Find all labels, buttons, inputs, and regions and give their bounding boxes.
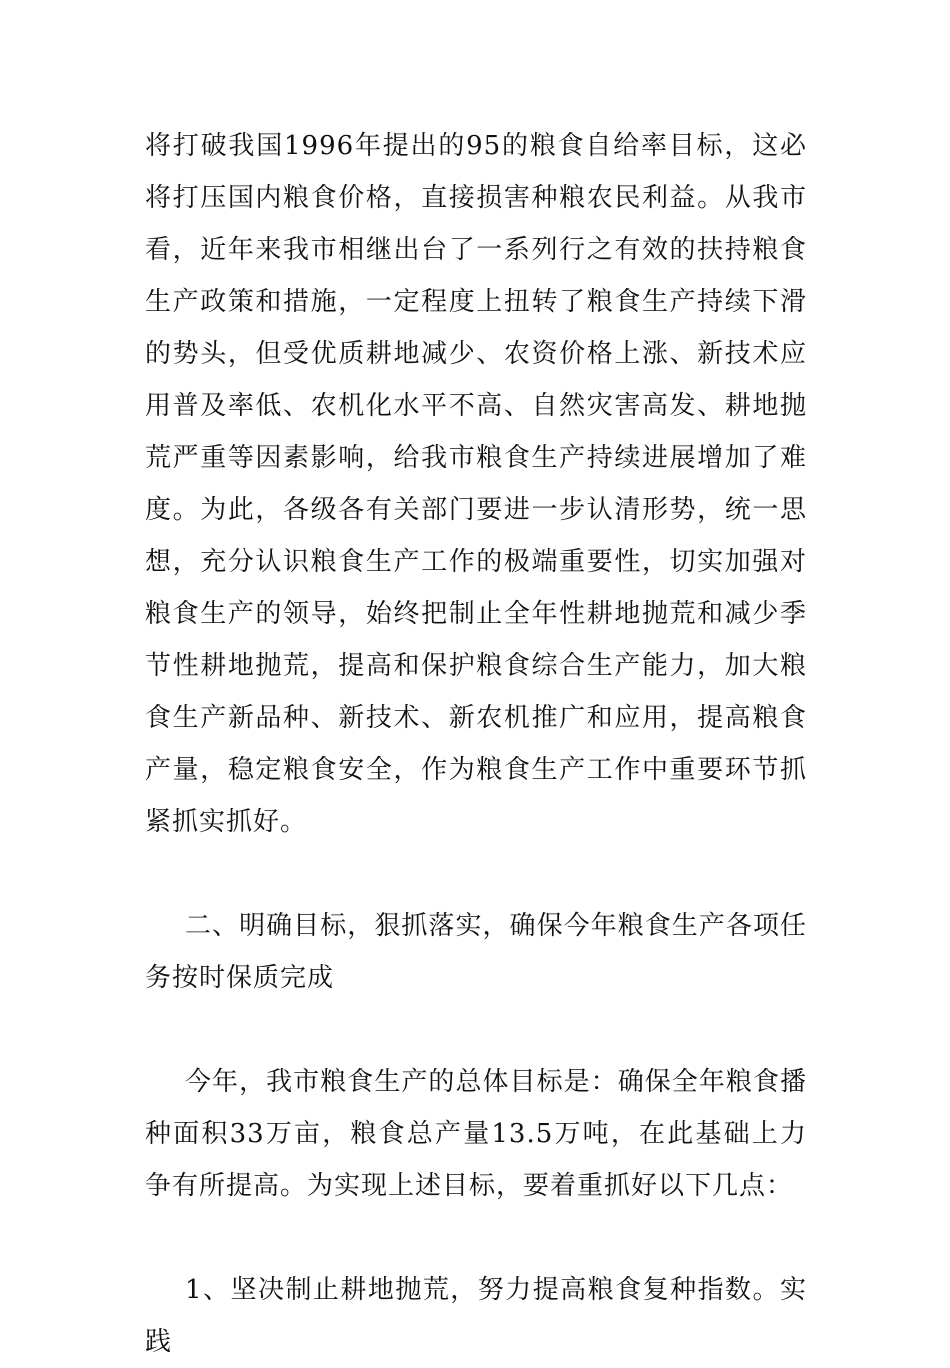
paragraph-continuation: 将打破我国1996年提出的95的粮食自给率目标，这必将打压国内粮食价格，直接损害种粮农民利益。从我市看，近年来我市相继出台了一系列行之有效的扶持粮食生产政策和措施，一定程度上扭转了粮食生产持续下滑的势头，但受优质耕地减少、农资价格上涨、新技术应用普及率低、农机化水平不高、自然灾害高发、耕地抛荒严重等因素影响，给我市粮食生产持续进展增加了难度。为此，各级各有关部门要进一步认清形势，统一思想，充分认识粮食生产工作的极端重要性，切实加强对粮食生产的领导，始终把制止全年性耕地抛荒和减少季节性耕地抛荒，提高和保护粮食综合生产能力，加大粮食生产新品种、新技术、新农机推广和应用，提高粮食产量，稳定粮食安全，作为粮食生产工作中重要环节抓紧抓实抓好。 xyxy=(145,131,807,837)
paragraph-item-1: 1、坚决制止耕地抛荒，努力提高粮食复种指数。实践 xyxy=(145,1275,807,1357)
document-body xyxy=(145,120,807,1368)
section-heading: 二、明确目标，狠抓落实，确保今年粮食生产各项任务按时保质完成 xyxy=(145,911,807,993)
paragraph-target: 今年，我市粮食生产的总体目标是：确保全年粮食播种面积33万亩，粮食总产量13.5万吨，在此基础上力争有所提高。为实现上述目标，要着重抓好以下几点： xyxy=(145,1067,807,1201)
